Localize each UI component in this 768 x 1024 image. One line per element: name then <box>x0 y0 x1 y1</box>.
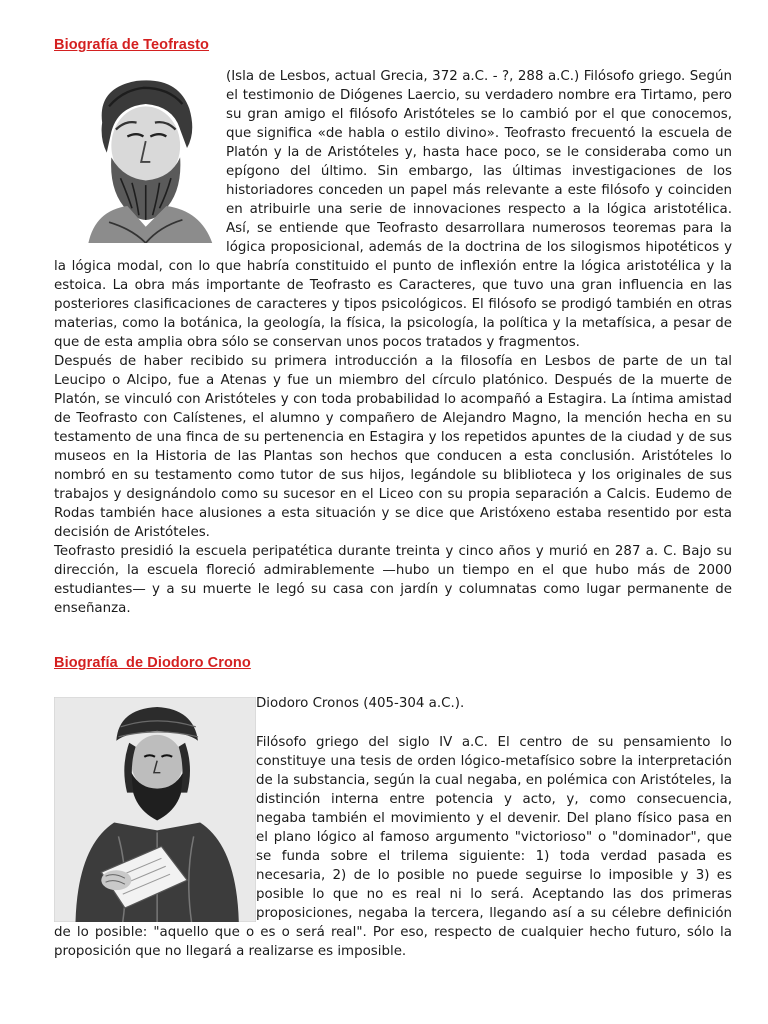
portrait-engraving-icon <box>54 67 226 243</box>
section-title-diodoro-crono[interactable]: Biografía de Diodoro Crono <box>54 655 251 671</box>
teofrasto-paragraph-3: Teofrasto presidió la escuela peripatética durante treinta y cinco años y murió en 287 a. C. Bajo su dirección, la escuela floreció admirablemente —hubo un tiempo en el que hubo más de 2000 estudiantes— y a su muerte le legó su casa con jardín y columnatas como lugar permanente de enseñanza. <box>54 544 732 616</box>
teofrasto-paragraph-2: Después de haber recibido su primera introducción a la filosofía en Lesbos de parte de un tal Leucipo o Alcipo, fue a Atenas y fue un miembro del círculo platónico. Después de la muerte de Platón, se vinculó con Aristóteles y con toda probabilidad lo acompañó a Estagira. La íntima amistad de Teofrasto con Calístenes, el alumno y compañero de Alejandro Magno, la mención hecha en su testamento de una finca de su pertenencia en Estagira y los repetidos apuntes de la ciudad y de sus museos en la Historia de las Plantas son hechos que conducen a esta conclusión. Aristóteles lo nombró en su testamento como tutor de sus hijos, legándole su bliblioteca y los originales de sus trabajos y designándolo como su sucesor en el Liceo con su propia separación a Calcis. Eudemo de Rodas también hace alusiones a esta situación y se dice que Aristóxeno estaba resentido por esta decisión de Aristóteles. <box>54 354 732 540</box>
diodoro-intro: Diodoro Cronos (405-304 a.C.). <box>256 696 465 711</box>
portrait-engraving-icon <box>54 697 256 922</box>
teofrasto-biography <box>54 67 732 618</box>
diodoro-portrait <box>54 697 256 922</box>
diodoro-paragraph: Filósofo griego del siglo IV a.C. El centro de su pensamiento lo constituye una tesis de orden lógico-metafísico sobre la interpretación de la substancia, según la cual negaba, en polémica con Aristóteles, la distinción interna entre potencia y acto, y, como consecuencia, negaba también el movimiento y el devenir. Del plano físico pasa en el plano lógico al famoso argumento "victorioso" o "dominador", que se funda sobre el trilema siguiente: 1) toda verdad pasada es necesaria, 2) de lo posible no puede seguirse lo imposible y 3) es posible lo que no es real ni lo será. Aceptando las dos primeras proposiciones, negaba la tercera, llegando así a su célebre definición de lo posible: "aquello que o es o será real". Por eso, respecto de cualquier hecho futuro, sólo la proposición que no llegará a realizarse es imposible. <box>54 735 732 959</box>
teofrasto-portrait <box>54 67 226 243</box>
teofrasto-paragraph-1: (Isla de Lesbos, actual Grecia, 372 a.C. - ?, 288 a.C.) Filósofo griego. Según el testimonio de Diógenes Laercio, su verdadero nombre era Tirtamo, pero su gran amigo el filósofo Aristóteles se lo cambió por el que conocemos, que significa «de habla o estilo divino». Teofrasto frecuentó la escuela de Platón y la de Aristóteles y, hasta hace poco, se le consideraba como un epígono del último. Sin embargo, las últimas investigaciones de los historiadores conceden un papel más relevante a este filósofo y coinciden en atribuirle una serie de innovaciones respecto a la lógica aristotélica. Así, se entiende que Teofrasto desarrollara numerosos teoremas para la lógica proposicional, además de la doctrina de los silogismos hipotéticos y la lógica modal, con lo que habría constituido el punto de inflexión entre la lógica aristotélica y la estoica. La obra más importante de Teofrasto es Caracteres, que tuvo una gran influencia en las posteriores clasificaciones de caracteres y tipos psicológicos. El filósofo se prodigó también en otras materias, como la botánica, la geología, la física, la psicología, la política y la metafísica, a pesar de que de esta amplia obra sólo se conservan unos pocos tratados y fragmentos. <box>54 69 732 350</box>
section-title-teofrasto[interactable]: Biografía de Teofrasto <box>54 37 210 53</box>
diodoro-biography <box>54 733 732 961</box>
